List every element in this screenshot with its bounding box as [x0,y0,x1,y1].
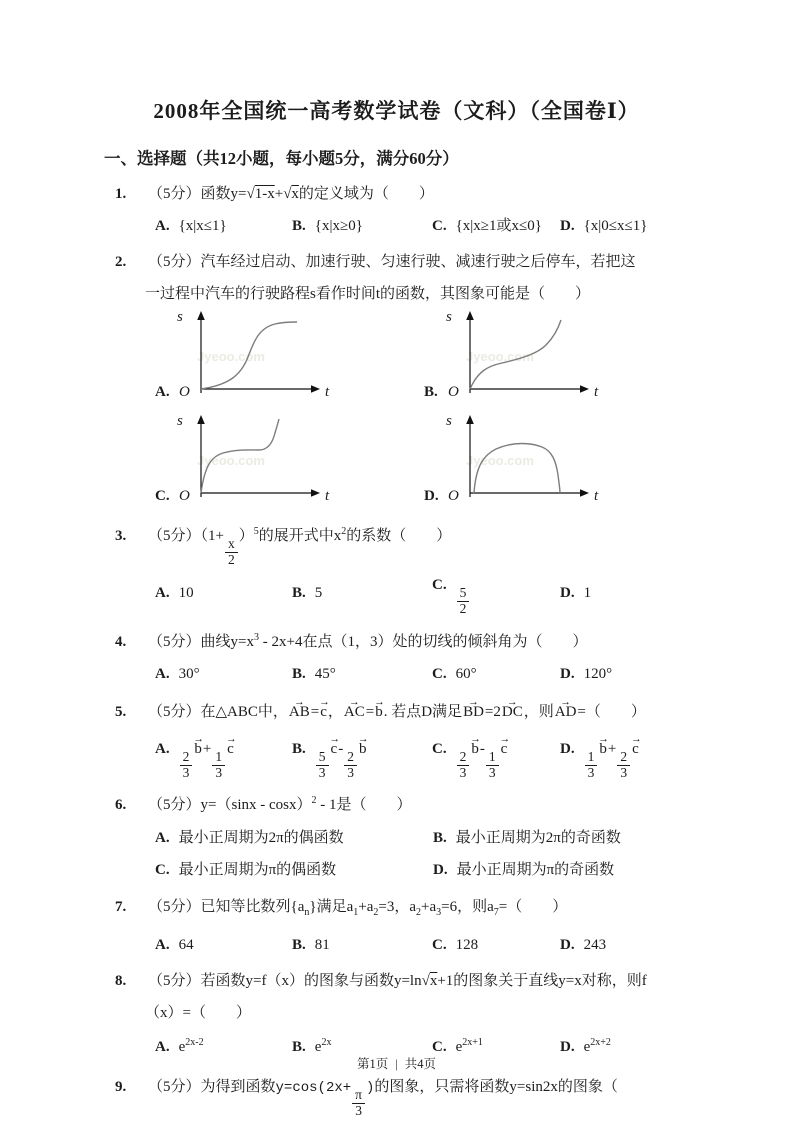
graph-option-b [424,309,693,405]
question-3 [100,517,693,617]
option-a [155,211,292,241]
question-9-stem [115,1068,693,1119]
stem-text: . 若点D满足 [383,703,463,720]
option-text: 1 [583,585,592,602]
y-axis-label: s [446,413,452,429]
question-5 [100,695,693,781]
page-footer [0,1054,793,1072]
question-4 [100,623,693,689]
option-a [155,731,292,781]
operator: - [479,740,485,757]
stem-text: 的系数（ ） [346,528,452,544]
question-points: （5分） [148,1079,201,1096]
option-text: {x|0≤x≤1} [583,218,648,234]
question-number: 6. [115,797,127,814]
stem-text: 汽车经过启动、加速行驶、匀速行驶、减速行驶之后停车，若把这 [200,254,636,270]
subscript: 2 [415,907,421,919]
x-axis-label: t [594,384,599,400]
watermark: Jyeoo.com [197,349,265,364]
denominator: 3 [355,1103,362,1119]
option-text: 5 [314,585,323,602]
stem-text: 函数y= [200,186,247,202]
denominator: 2 [459,600,467,616]
denominator: 3 [182,764,190,780]
radical-sign: √ [421,973,430,990]
fraction [316,750,329,781]
footer-total-pages: 共4页 [404,1057,437,1071]
fraction [457,750,470,781]
question-7 [100,892,693,960]
question-2-stem-line2: 一过程中汽车的行驶路程s看作时间t的函数，其图象可能是（ ） [145,286,591,302]
denominator: 3 [488,764,496,780]
vector: b → [598,731,608,767]
x-axis-label: t [594,488,599,504]
option-label: B. [292,585,306,602]
vector: BD → [462,695,485,729]
option-label: B. [433,830,447,847]
denominator: 2 [227,551,235,567]
denominator: 3 [459,764,467,780]
radicand: x [291,186,299,202]
subscript: 2 [373,907,379,919]
denominator: 3 [620,764,628,780]
numerator: 5 [316,750,329,766]
denominator: 3 [318,764,326,780]
numerator: 1 [212,750,225,766]
option-d [560,659,693,689]
exponent: 5 [253,526,259,537]
exponent: 2x+2 [590,1037,611,1049]
subscript: 3 [436,907,442,919]
question-6-stem [115,786,693,820]
option-c [432,731,560,781]
option-c [432,570,560,617]
option-label: D. [560,937,575,954]
fraction [457,586,470,617]
stem-text: = [365,703,375,720]
question-points: （5分） [148,703,201,720]
stem-text: =6，则a [441,899,494,916]
vector: AB → [288,695,311,729]
option-base: e [178,1039,186,1056]
question-number: 9. [115,1079,127,1096]
option-text: 128 [455,937,479,954]
stem-text: 为得到函数 [200,1079,276,1096]
question-4-options [155,659,693,689]
exponent: 2x-2 [185,1037,204,1049]
option-label: C. [432,218,447,234]
question-points: （5分） [148,528,201,544]
option-label: A. [155,830,170,847]
exponent: 2 [341,526,347,537]
vector: b → [193,731,203,767]
option-text: 45° [314,665,336,682]
question-6-options-row1 [155,822,693,854]
origin-label: O [179,488,190,504]
vector: b → [470,731,480,767]
option-label: D. [560,218,575,234]
graph-letter: D. [424,488,439,504]
numerator: 2 [344,750,357,766]
y-axis-label: s [446,309,452,325]
option-label: B. [292,1039,306,1056]
question-6 [100,786,693,886]
question-points: （5分） [148,797,201,814]
question-1-options [155,211,693,241]
option-b [433,822,693,854]
option-b [292,659,432,689]
option-text: 60° [455,665,477,682]
vector: b → [374,695,384,729]
graph-option-d [424,413,693,509]
option-label: B. [292,665,306,682]
option-label: C. [432,576,447,593]
question-number: 7. [115,899,127,916]
vector: c → [631,731,640,767]
distance-time-graph-b [462,309,592,405]
option-b [292,211,432,241]
option-label: D. [560,665,575,682]
question-8 [100,966,693,1062]
option-label: A. [155,585,170,602]
option-a [155,659,292,689]
exponent: 3 [253,631,259,643]
radical-sign: √ [246,186,255,202]
stem-text: +a [420,899,437,916]
graph-option-a [155,309,424,405]
question-7-options [155,930,693,960]
distance-time-graph-a [193,309,323,405]
option-c [155,854,433,886]
option-label: B. [292,937,306,954]
question-7-stem [115,892,693,928]
fraction [617,750,630,781]
option-label: B. [292,740,306,757]
numerator: 2 [457,750,470,766]
option-label: D. [560,1039,575,1056]
footer-separator: | [395,1057,398,1071]
footer-page-number: 第1页 [356,1057,389,1071]
numerator: 5 [457,586,470,602]
option-label: C. [432,740,447,757]
option-label: D. [560,740,575,757]
option-text: 64 [178,937,194,954]
question-2-stem [115,247,693,277]
question-number: 4. [115,633,127,650]
section-heading: 一、选择题（共12小题，每小题5分，满分60分） [104,149,459,168]
stem-text: =2 [484,703,501,720]
fraction [212,750,225,781]
question-2 [100,247,693,509]
question-number: 3. [115,528,127,544]
subscript: n [304,907,310,919]
x-axis-label: t [325,384,330,400]
question-5-options [155,731,693,781]
stem-text: 已知等比数列{a [200,899,305,916]
option-label: C. [432,937,447,954]
question-3-stem [115,517,693,568]
stem-text: 的图象，只需将函数y=sin2x的图象（ [374,1079,618,1096]
x-axis-label: t [325,488,330,504]
option-text: 243 [583,937,607,954]
radicand: 1-x [254,186,275,202]
question-1-stem [115,179,693,209]
option-d [560,930,693,960]
vector: c → [319,695,328,729]
option-b [292,930,432,960]
distance-time-graph-c [193,413,323,509]
formula-text: ) [365,1080,375,1097]
exponent: 2x+1 [462,1037,483,1049]
origin-label: O [448,488,459,504]
question-points: （5分） [148,633,201,650]
option-text: 10 [178,585,194,602]
exponent: 2x [321,1037,332,1049]
question-1 [100,179,693,241]
stem-text: ） [238,528,254,544]
question-number: 1. [115,186,127,202]
fraction [585,750,598,781]
origin-label: O [179,384,190,400]
origin-label: O [448,384,459,400]
stem-text: 在△ABC中， [200,703,288,720]
formula-text: y=cos(2x+ [275,1080,352,1097]
subscript: 1 [353,907,359,919]
option-text: 最小正周期为π的奇函数 [456,862,615,879]
fraction [180,750,193,781]
exponent: 2 [311,795,317,807]
option-b [292,731,432,781]
question-6-options-row2 [155,854,693,886]
stem-text: - 2x+4在点（1，3）处的切线的倾斜角为（ ） [258,633,588,650]
watermark: Jyeoo.com [466,453,534,468]
subscript: 7 [493,907,499,919]
option-label: A. [155,218,170,234]
option-base: e [314,1039,322,1056]
option-text: {x|x≥0} [314,218,363,234]
radicand: x [429,973,438,990]
option-label: C. [432,1039,447,1056]
option-text: 81 [314,937,330,954]
question-points: （5分） [148,186,201,202]
fraction [352,1088,365,1119]
denominator: 3 [347,764,354,780]
stem-text: - 1是（ ） [316,797,412,814]
stem-text: =（ ） [577,703,646,720]
option-text: 120° [583,665,613,682]
option-label: B. [292,218,306,234]
graphs-row-1 [155,309,693,405]
question-points: （5分） [148,899,201,916]
stem-text: ，则 [523,703,554,720]
numerator: x [225,537,238,553]
stem-text: + [274,186,284,202]
vector: c → [226,731,235,767]
option-label: C. [155,862,170,879]
option-base: e [583,1039,591,1056]
y-axis-label: s [177,309,183,325]
graph-option-c [155,413,424,509]
option-label: D. [560,585,575,602]
question-8-stem [115,966,693,996]
numerator: 1 [486,750,499,766]
stem-text: ， [327,703,343,720]
option-text: 30° [178,665,200,682]
option-label: C. [432,665,447,682]
radical-sign: √ [283,186,292,202]
option-label: D. [433,862,448,879]
stem-text: = [310,703,320,720]
question-number: 5. [115,703,127,720]
option-a [155,930,292,960]
operator: + [202,740,212,757]
option-label: A. [155,665,170,682]
graph-letter: B. [424,384,438,400]
stem-text: （1+ [200,528,224,544]
option-text: 最小正周期为π的偶函数 [178,862,337,879]
stem-text: =（ ） [498,899,568,916]
option-d [560,731,693,781]
stem-text: y=（sinx - cosx） [200,797,312,814]
stem-text: 的定义域为（ ） [298,186,434,202]
option-d [560,578,693,608]
option-text: {x|x≥1或x≤0} [455,218,542,234]
numerator: 1 [585,750,598,766]
vector: c → [330,731,339,767]
numerator: π [352,1088,365,1104]
vector: AC → [343,695,366,729]
option-label: A. [155,1039,170,1056]
watermark: Jyeoo.com [466,349,534,364]
option-c [432,659,560,689]
fraction [344,750,357,781]
question-3-options [155,570,693,617]
vector: DC → [501,695,524,729]
option-d [433,854,693,886]
option-b [292,578,432,608]
fraction [486,750,499,781]
graph-letter: A. [155,384,170,400]
distance-time-graph-d [462,413,592,509]
option-label: A. [155,937,170,954]
question-number: 2. [115,254,127,270]
fraction [225,537,238,568]
question-number: 8. [115,973,127,990]
operator: - [338,740,344,757]
numerator: 2 [617,750,630,766]
vector: c → [500,731,509,767]
denominator: 3 [215,764,223,780]
question-points: （5分） [148,973,201,990]
question-points: （5分） [148,254,201,270]
stem-text: 曲线y=x [200,633,254,650]
vector: b → [358,731,368,767]
graph-letter: C. [155,488,170,504]
option-label: A. [155,740,170,757]
graphs-row-2 [155,413,693,509]
option-text: 最小正周期为2π的偶函数 [178,830,344,847]
page-title: 2008年全国统一高考数学试卷（文科）（全国卷Ⅰ） [153,99,640,123]
option-c [432,211,560,241]
numerator: 2 [180,750,193,766]
option-text: {x|x≤1} [178,218,227,234]
y-axis-label: s [177,413,183,429]
option-a [155,822,433,854]
stem-text: 的展开式中x [258,528,342,544]
stem-text: 若函数y=f（x）的图象与函数y=ln [200,973,422,990]
watermark: Jyeoo.com [197,453,265,468]
vector: AD → [554,695,578,729]
option-a [155,578,292,608]
operator: + [607,740,617,757]
stem-text: +1的图象关于直线y=x对称，则f [437,973,647,990]
option-text: 最小正周期为2π的奇函数 [455,830,621,847]
stem-text: +a [358,899,374,916]
question-9 [100,1068,693,1119]
stem-text: =3，a [378,899,416,916]
option-d [560,211,693,241]
question-8-stem-line2: （x）=（ ） [145,1005,251,1022]
stem-text: }满足a [309,899,354,916]
question-4-stem [115,623,693,657]
denominator: 3 [587,764,595,780]
option-c [432,930,560,960]
option-base: e [455,1039,463,1056]
